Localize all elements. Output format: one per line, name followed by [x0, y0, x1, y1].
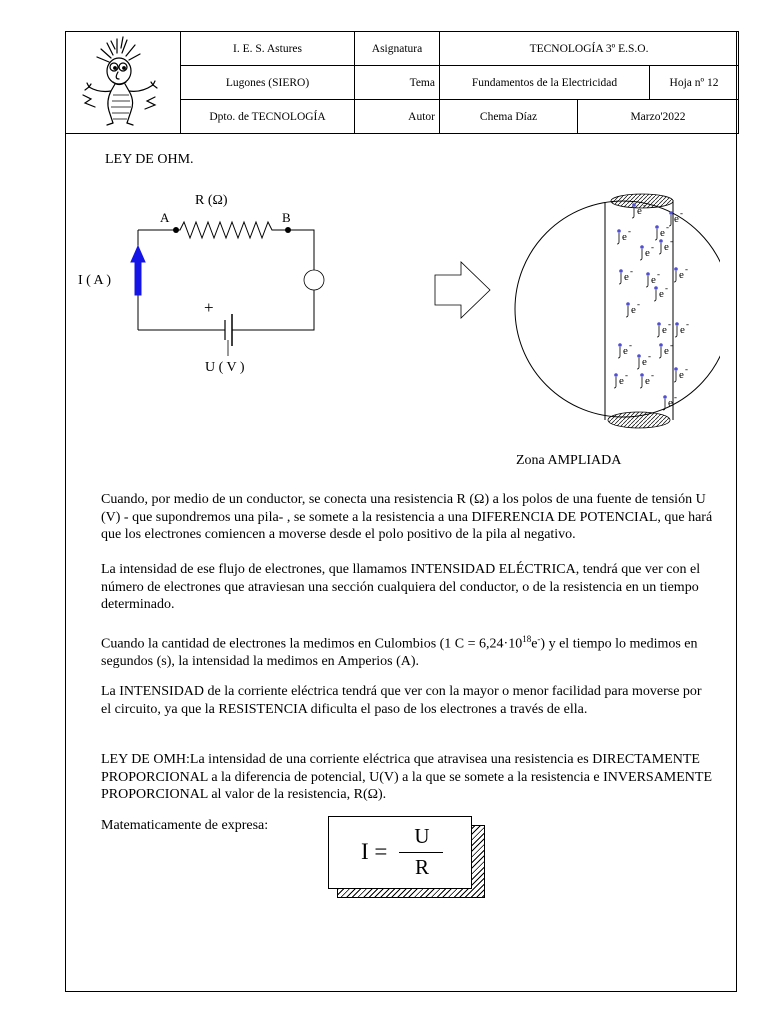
svg-text:e: e [659, 288, 664, 300]
svg-text:e: e [651, 274, 656, 286]
svg-text:e: e [668, 397, 673, 409]
svg-text:e: e [637, 205, 642, 217]
svg-text:-: - [651, 370, 654, 380]
svg-text:-: - [643, 200, 646, 210]
svg-text:e: e [645, 375, 650, 387]
svg-text:e: e [631, 304, 636, 316]
svg-text:-: - [625, 370, 628, 380]
resistor-label: R (Ω) [195, 193, 228, 208]
svg-text:e: e [624, 271, 629, 283]
svg-text:-: - [685, 364, 688, 374]
svg-text:e: e [680, 324, 685, 336]
svg-text:-: - [674, 392, 677, 402]
author-value: Chema Díaz [440, 100, 578, 134]
subject-label: Asignatura [355, 32, 440, 66]
resistor [176, 222, 288, 238]
svg-text:e: e [664, 241, 669, 253]
svg-text:e: e [660, 227, 665, 239]
svg-text:e: e [664, 345, 669, 357]
svg-text:-: - [651, 242, 654, 252]
zoom-arrow-icon [435, 262, 490, 318]
svg-text:-: - [685, 264, 688, 274]
svg-text:e: e [662, 324, 667, 336]
paragraph-3 [101, 631, 713, 671]
battery-plus-sign: + [204, 298, 214, 317]
svg-text:e: e [679, 369, 684, 381]
topic-label: Tema [355, 66, 440, 100]
svg-text:e: e [619, 375, 624, 387]
circuit-wire-right [232, 230, 314, 330]
subject-value: TECNOLOGÍA 3º E.S.O. [440, 32, 739, 66]
circuit-diagram [70, 185, 330, 380]
svg-text:-: - [657, 269, 660, 279]
svg-text:-: - [666, 222, 669, 232]
magnifier-circle [515, 201, 720, 417]
zoom-diagram [430, 175, 720, 450]
svg-text:-: - [637, 299, 640, 309]
svg-text:-: - [629, 340, 632, 350]
svg-text:e: e [674, 213, 679, 225]
svg-text:e: e [622, 231, 627, 243]
svg-text:e: e [679, 269, 684, 281]
page-title: LEY DE OHM. [105, 152, 194, 167]
exponent: 18 [522, 634, 532, 644]
formula-denominator: R [414, 855, 429, 879]
svg-text:-: - [670, 340, 673, 350]
date-value: Marzo'2022 [578, 100, 739, 134]
svg-text:-: - [668, 319, 671, 329]
paragraph-3-end: ) y el tiempo lo medimos en segundos (s), la intensidad la medimos en Amperios (A). [101, 636, 698, 670]
formula-lhs: I = [361, 839, 388, 864]
node-b-dot [285, 227, 291, 233]
svg-text:-: - [680, 208, 683, 218]
paragraph-3-start: Cuando la cantidad de electrones la medimos en Culombios (1 C = 6,24·10 [101, 636, 523, 652]
electron-symbol: e [531, 636, 538, 652]
department: Dpto. de TECNOLOGÍA [181, 100, 355, 134]
logo-cell [66, 32, 181, 134]
school-name: I. E. S. Astures [181, 32, 355, 66]
author-label: Autor [355, 100, 440, 134]
location: Lugones (SIERO) [181, 66, 355, 100]
svg-text:-: - [665, 283, 668, 293]
voltage-label: U ( V ) [205, 360, 245, 375]
paragraph-5: LEY DE OMH:La intensidad de una corriente eléctrica que atravisea una resistencia es DIRECTAMENTE PROPORCIONAL a la diferencia de potencial, U(V) a la que se somete a la resistencia e INVERSAMENTE PROPORCIONAL al valor de la resistencia, R(Ω). [101, 752, 713, 802]
zoom-caption: Zona AMPLIADA [516, 453, 622, 468]
paragraph-1: Cuando, por medio de un conductor, se conecta una resistencia R (Ω) a los polos de una fuente de tensión U (V) - que supondremos una pila- , se somete a la resistencia a una DIFERENCIA DE POTENCIAL, que hará que los electrones comiencen a moverse desde el polo positivo de la pila al negativo. [101, 492, 713, 542]
header-table [65, 31, 739, 134]
school-logo-icon [73, 33, 173, 129]
node-b-label: B [282, 210, 291, 225]
topic-value: Fundamentos de la Electricidad [440, 66, 650, 100]
fraction-bar [399, 852, 443, 853]
svg-text:-: - [628, 226, 631, 236]
electron-charge: - [537, 634, 541, 644]
node-a-dot [173, 227, 179, 233]
svg-text:-: - [630, 266, 633, 276]
current-arrow-icon [131, 246, 145, 295]
node-a-label: A [160, 210, 170, 225]
svg-text:-: - [686, 319, 689, 329]
svg-text:-: - [670, 236, 673, 246]
svg-text:e: e [623, 345, 628, 357]
current-label: I ( A ) [78, 273, 112, 288]
formula-label: Matematicamente de expresa: [101, 818, 269, 833]
svg-text:e: e [645, 247, 650, 259]
svg-text:e: e [642, 356, 647, 368]
sheet-number: Hoja nº 12 [650, 66, 739, 100]
paragraph-4: La INTENSIDAD de la corriente eléctrica tendrá que ver con la mayor o menor facilidad para moverse por el circuito, ya que la RESISTENCIA dificulta el paso de los electrones a través de ella. [101, 684, 702, 717]
ammeter-icon [304, 270, 324, 290]
paragraph-2: La intensidad de ese flujo de electrones, que llamamos INTENSIDAD ELÉCTRICA, tendrá que ver con el número de electrones que atraviesan una sección cualquiera del conductor, o de la resistencia en un tiempo determinado. [101, 562, 701, 612]
formula-numerator: U [414, 824, 430, 848]
svg-text:-: - [648, 351, 651, 361]
formula-box [328, 816, 472, 889]
